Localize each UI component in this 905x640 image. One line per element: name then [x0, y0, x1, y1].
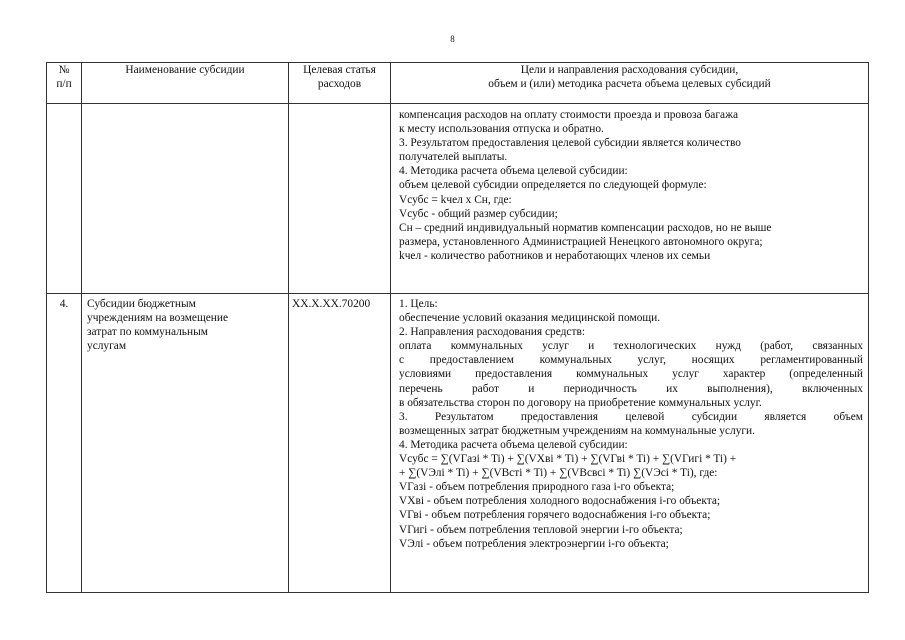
table-row-continuation [47, 104, 869, 294]
description-line: 4. Методика расчета объема целевой субсидии: [399, 165, 628, 178]
description-line: 3. Результатом предоставления целевой субсидии является количество [399, 137, 742, 150]
description-line: kчел - количество работников и неработающих членов их семьи [399, 249, 711, 262]
description-line: VГигi - объем потребления тепловой энергии i-го объекта; [399, 523, 683, 536]
description-line: Vсубс = ∑(VГазi * Ti) + ∑(VХвi * Ti) + ∑(VГвi * Ti) + ∑(VГигi * Ti) + [399, 453, 737, 466]
description-line: размера, установленного Администрацией Ненецкого автономного округа; [399, 235, 763, 248]
description-line: VГвi - объем потребления горячего водоснабжения i-го объекта; [399, 509, 711, 522]
header-subsidy-name: Наименование субсидии [82, 63, 289, 104]
description-line: 4. Методика расчета объема целевой субсидии: [399, 438, 628, 451]
description-line: Vсубс = kчел х Сн, где: [399, 193, 512, 206]
header-goals: Цели и направления расходования субсидии, объем и (или) методика расчета объема целевых субсидий [391, 63, 869, 104]
description-line: VХвi - объем потребления холодного водоснабжения i-го объекта; [399, 495, 721, 508]
description-line: Сн – средний индивидуальный норматив компенсации расходов, но не выше [399, 221, 772, 234]
description-line: получателей выплаты. [399, 151, 508, 164]
subsidy-table [46, 62, 869, 593]
table-row-4 [47, 294, 869, 593]
cell-empty-number [47, 104, 82, 294]
description-line: оплата коммунальных услуг и технологических нужд (работ, связанных [399, 340, 863, 353]
cell-empty-name [82, 104, 289, 294]
subsidy-description [391, 294, 869, 593]
description-line: объем целевой субсидии определяется по следующей формуле: [399, 179, 707, 192]
description-line: Vсубс - общий размер субсидии; [399, 207, 558, 220]
subsidy-name: Субсидии бюджетным учреждениям на возмещение затрат по коммунальным услугам [82, 294, 289, 593]
description-line: к месту использования отпуска и обратно. [399, 123, 604, 136]
header-target-article: Целевая статья расходов [289, 63, 391, 104]
description-line: 1. Цель: [399, 298, 438, 310]
header-number: № п/п [47, 63, 82, 104]
description-line: 3. Результатом предоставления целевой субсидии является объем [399, 410, 863, 423]
row-number: 4. [47, 294, 82, 593]
cell-empty-code [289, 104, 391, 294]
description-line: VЭлi - объем потребления электроэнергии i-го объекта; [399, 537, 669, 550]
description-line: компенсация расходов на оплату стоимости проезда и провоза багажа [399, 109, 739, 121]
description-line: перечень работ и периодичность их выполнения), включенных [399, 382, 863, 395]
description-line: обеспечение условий оказания медицинской помощи. [399, 312, 661, 325]
description-line: с предоставлением коммунальных услуг, носящих регламентированный [399, 354, 863, 367]
description-line: возмещенных затрат бюджетным учреждениям на коммунальные услуги. [399, 424, 756, 437]
target-article-code: XX.X.XX.70200 [289, 294, 391, 593]
continuation-description [391, 104, 869, 294]
description-line: 2. Направления расходования средств: [399, 326, 585, 339]
description-line: + ∑(VЭлi * Ti) + ∑(VВстi * Ti) + ∑(VВсвсi * Ti) ∑(VЭсi * Ti), где: [399, 467, 718, 480]
description-line: условиями предоставления коммунальных услуг характер (определенный [399, 368, 863, 381]
page-number: 8 [450, 34, 455, 44]
table-header-row [47, 63, 869, 104]
description-line: VГазi - объем потребления природного газа i-го объекта; [399, 481, 675, 494]
description-line: в обязательства сторон по договору на приобретение коммунальных услуг. [399, 396, 762, 409]
